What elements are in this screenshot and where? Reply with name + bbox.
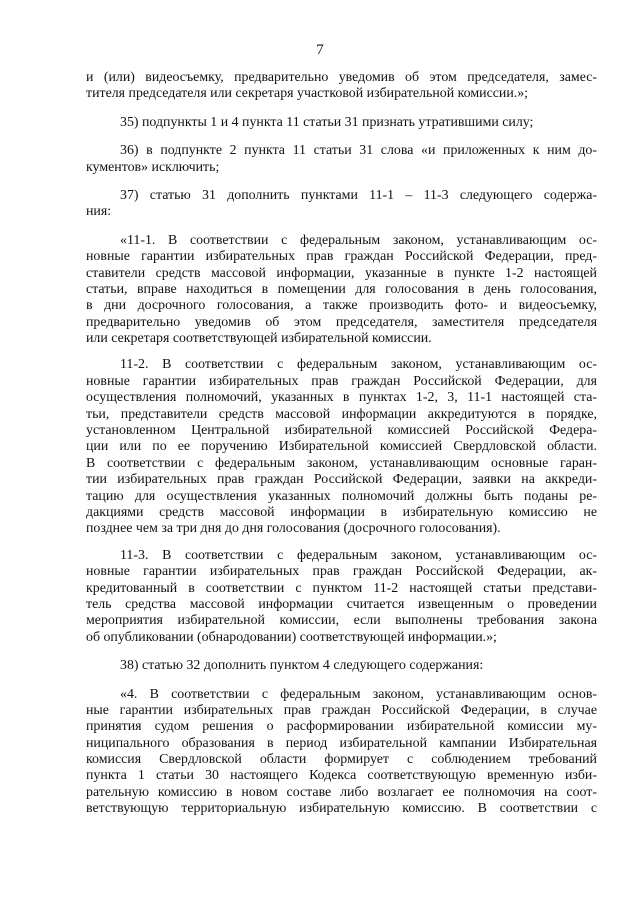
- paragraph-gap: [86, 538, 597, 548]
- text-line: 35) подпункты 1 и 4 пункта 11 статьи 31 признать утратившими силу;: [120, 114, 534, 130]
- text-line: новные гарантии избирательных прав граждан Российской Федерации, для: [86, 373, 597, 389]
- paragraph-p7: [86, 548, 597, 646]
- paragraph-gap: [86, 221, 597, 233]
- text-line: установленном Центральной избирательной комиссией Российской Федера-: [86, 423, 597, 439]
- text-line: ниципального образования в период избирательной кампании Избирательная: [86, 735, 597, 751]
- text-line: мероприятия избирательной комиссии, если выполнены требования закона: [86, 613, 597, 629]
- text-line: предварительно уведомив об этом председателя, заместителя председателя: [86, 314, 597, 330]
- text-line: ветствующую территориальную избирательную комиссию. В соответствии с: [86, 801, 597, 817]
- paragraph-p5: [86, 233, 597, 348]
- text-line: пункта 1 статьи 30 настоящего Кодекса соответствующую временную изби-: [86, 768, 597, 784]
- document-body: [86, 70, 597, 818]
- paragraph-p9: [86, 687, 597, 818]
- text-line: позднее чем за три дня до дня голосования (досрочного голосования).: [86, 521, 501, 537]
- text-line: тии избирательных прав граждан Российской Федерации, заявки на аккреди-: [86, 472, 597, 488]
- text-line: новные гарантии избирательных прав граждан Российской Федерации, пред-: [86, 249, 597, 265]
- paragraph-gap: [86, 176, 597, 188]
- paragraph-gap: [86, 646, 597, 658]
- text-line: кументов» исключить;: [86, 159, 220, 175]
- text-line: «11-1. В соответствии с федеральным законом, устанавливающим ос-: [120, 232, 597, 248]
- text-line: ные гарантии избирательных прав граждан Российской Федерации, в случае: [86, 702, 597, 718]
- text-line: рательную комиссию в новом составе либо возлагает ее полномочия на соот-: [86, 784, 597, 800]
- paragraph-p3: [86, 143, 597, 176]
- text-line: 11-2. В соответствии с федеральным законом, устанавливающим ос-: [120, 357, 597, 373]
- paragraph-p8: [86, 658, 597, 674]
- text-line: осуществления полномочий, указанных в пунктах 1-2, 3, 11-1 настоящей ста-: [86, 390, 597, 406]
- paragraph-gap: [86, 103, 597, 115]
- text-line: 11-3. В соответствии с федеральным законом, устанавливающим ос-: [120, 547, 597, 563]
- text-line: В соответствии с федеральным законом, устанавливающим основные гаран-: [86, 455, 597, 471]
- text-line: дакциями средств массовой информации в избирательную комиссию не: [86, 504, 597, 520]
- text-line: тьи, представители средств массовой информации аккредитуются в порядке,: [86, 406, 597, 422]
- paragraph-gap: [86, 675, 597, 687]
- text-line: «4. В соответствии с федеральным законом, устанавливающим основ-: [120, 686, 597, 702]
- text-line: или секретаря соответствующей избирательной комиссии.: [86, 331, 432, 347]
- text-line: об опубликовании (обнародовании) соответствующей информации.»;: [86, 629, 497, 645]
- text-line: комиссия Свердловской области формирует с соблюдением требований: [86, 752, 597, 768]
- text-line: тителя председателя или секретаря участковой избирательной комиссии.»;: [86, 86, 529, 102]
- text-line: кредитованный в соответствии с пунктом 11-2 настоящей статьи представи-: [86, 580, 597, 596]
- text-line: в дни досрочного голосования, а также производить фото- и видеосъемку,: [86, 298, 597, 314]
- paragraph-p4: [86, 188, 597, 221]
- page-number: 7: [316, 42, 324, 58]
- text-line: ставители средств массовой информации, указанные в пункте 1-2 настоящей: [86, 265, 597, 281]
- paragraph-p2: [86, 115, 597, 131]
- paragraph-p1: [86, 70, 597, 103]
- paragraph-gap: [86, 347, 597, 357]
- text-line: новные гарантии избирательных прав граждан Российской Федерации, ак-: [86, 564, 597, 580]
- text-line: ции или по ее поручению Избирательной комиссией Свердловской области.: [86, 439, 597, 455]
- paragraph-gap: [86, 131, 597, 143]
- text-line: тель средства массовой информации считается извещенным о проведении: [86, 596, 597, 612]
- text-line: принятия судом решения о расформировании избирательной комиссии му-: [86, 719, 597, 735]
- text-line: тацию для осуществления указанных полномочий должны быть поданы ре-: [86, 488, 597, 504]
- text-line: 38) статью 32 дополнить пунктом 4 следующего содержания:: [120, 658, 484, 674]
- text-line: ния:: [86, 204, 112, 220]
- text-line: 36) в подпункте 2 пункта 11 статьи 31 слова «и приложенных к ним до-: [120, 143, 597, 159]
- text-line: статьи, вправе находиться в помещении для голосования в день голосования,: [86, 281, 597, 297]
- text-line: и (или) видеосъемку, предварительно уведомив об этом председателя, замес-: [86, 70, 597, 85]
- text-line: 37) статью 31 дополнить пунктами 11-1 – 11-3 следующего содержа-: [120, 187, 597, 203]
- paragraph-p6: [86, 357, 597, 537]
